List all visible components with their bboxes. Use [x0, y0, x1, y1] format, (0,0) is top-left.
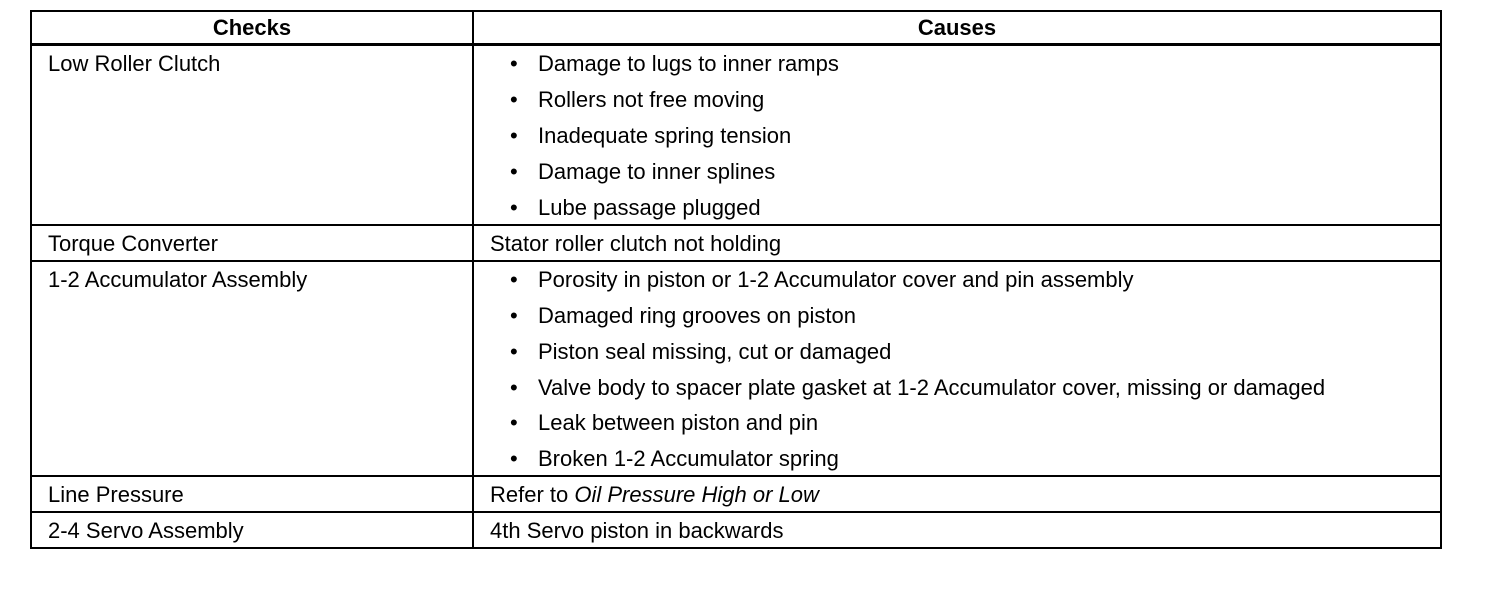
cause-item	[510, 339, 1430, 365]
cause-text: Lube passage plugged	[538, 194, 761, 220]
cause-text: Inadequate spring tension	[538, 122, 792, 148]
bullet-icon: •	[510, 266, 518, 292]
cause-text: Rollers not free moving	[538, 86, 765, 112]
checks-header: Checks	[31, 11, 473, 44]
bullet-icon: •	[510, 338, 518, 364]
cause-cell	[473, 476, 1441, 512]
table-row	[31, 44, 1441, 224]
bullet-icon: •	[510, 302, 518, 328]
cause-list	[490, 51, 1430, 221]
check-cell: Low Roller Clutch	[31, 44, 473, 224]
check-cell: 2-4 Servo Assembly	[31, 512, 473, 548]
cause-text: Broken 1-2 Accumulator spring	[538, 446, 839, 472]
cause-item	[510, 446, 1430, 472]
cause-list	[490, 267, 1430, 473]
cause-text: Piston seal missing, cut or damaged	[538, 338, 892, 364]
cause-text: Damaged ring grooves on piston	[538, 302, 856, 328]
cause-prefix: Refer to	[490, 482, 575, 508]
check-cell: Torque Converter	[31, 225, 473, 261]
bullet-icon: •	[510, 410, 518, 436]
bullet-icon: •	[510, 122, 518, 148]
table-row	[31, 512, 1441, 548]
bullet-icon: •	[510, 158, 518, 184]
cause-item	[510, 123, 1430, 149]
causes-cell	[473, 44, 1441, 224]
cause-item	[510, 195, 1430, 221]
cause-text: Porosity in piston or 1-2 Accumulator cover and pin assembly	[538, 266, 1134, 292]
cause-cell: 4th Servo piston in backwards	[473, 512, 1441, 548]
check-cell: Line Pressure	[31, 476, 473, 512]
bullet-icon: •	[510, 446, 518, 472]
cause-text: Damage to inner splines	[538, 158, 776, 184]
cause-item	[510, 410, 1430, 436]
bullet-icon: •	[510, 374, 518, 400]
table-row	[31, 476, 1441, 512]
check-cell: 1-2 Accumulator Assembly	[31, 261, 473, 477]
causes-cell	[473, 261, 1441, 477]
cause-item	[510, 159, 1430, 185]
cause-cell: Stator roller clutch not holding	[473, 225, 1441, 261]
cause-reference: Oil Pressure High or Low	[574, 482, 819, 508]
header-row	[31, 11, 1441, 44]
bullet-icon: •	[510, 194, 518, 220]
cause-item	[510, 51, 1430, 77]
diagnosis-table	[30, 10, 1442, 549]
cause-text: Damage to lugs to inner ramps	[538, 50, 839, 76]
table-row	[31, 261, 1441, 477]
cause-text: Valve body to spacer plate gasket at 1-2 Accumulator cover, missing or damaged	[538, 374, 1326, 400]
table-row	[31, 225, 1441, 261]
cause-item	[510, 87, 1430, 113]
cause-item	[510, 303, 1430, 329]
cause-text: Leak between piston and pin	[538, 410, 819, 436]
causes-header: Causes	[473, 11, 1441, 44]
bullet-icon: •	[510, 50, 518, 76]
cause-item	[510, 267, 1430, 293]
bullet-icon: •	[510, 86, 518, 112]
cause-item	[510, 375, 1430, 401]
